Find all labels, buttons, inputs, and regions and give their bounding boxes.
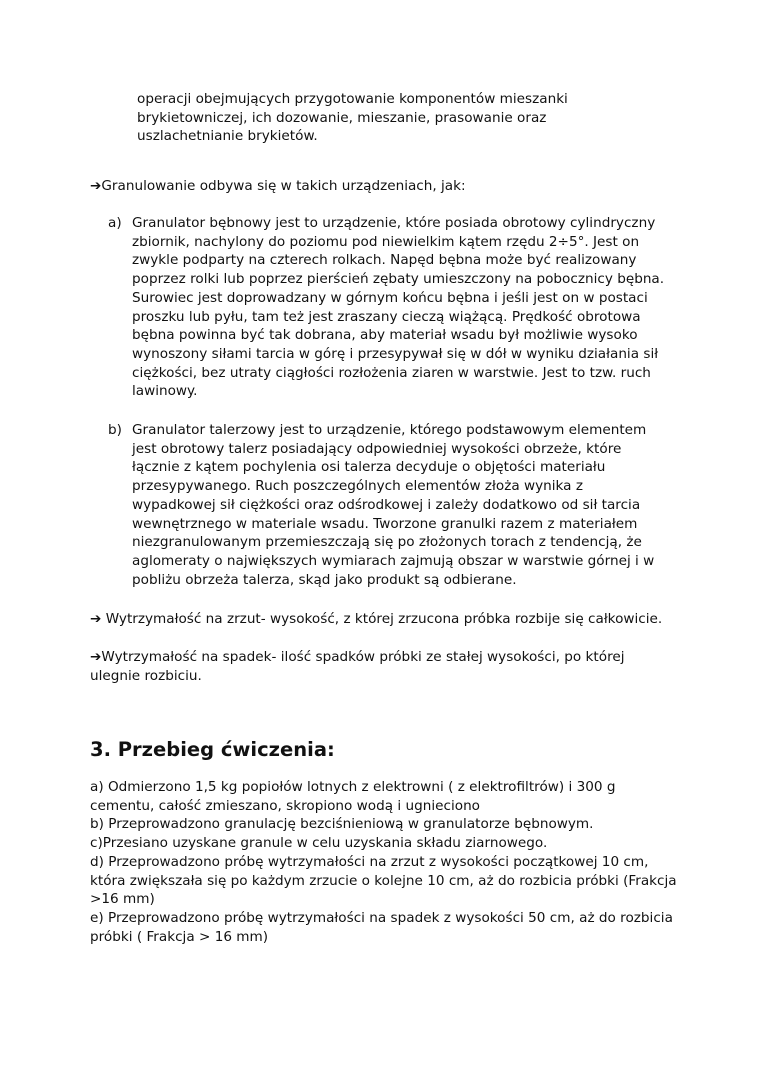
section-heading: 3. Przebieg ćwiczenia:: [90, 738, 335, 761]
procedure-step: a) Odmierzono 1,5 kg popiołów lotnych z elektrowni ( z elektrofiltrów) i 300 g cementu, całość zmieszano, skropiono wodą i ugnieciono: [90, 779, 616, 814]
list-marker: b): [108, 422, 122, 438]
procedure-steps: [90, 778, 680, 946]
list-item-text: Granulator talerzowy jest to urządzenie, którego podstawowym elementem jest obrotowy talerz posiadający odpowiedniej wysokości obrzeże, które łącznie z kątem pochylenia osi talerza decyduje o objętości materiału przesypywanego. Ruch poszczególnych elementów złoża wynika z wypadkowej sił ciężkości oraz odśrodkowej i zależy dodatkowo od sił tarcia wewnętrznego w materiale wsadu. Tworzone granulki razem z materiałem niezgranulowanym przemieszczają się po złożonych torach z tendencją, że aglomeraty o największych wymiarach zajmują obszar w warstwie górnej i w pobliżu obrzeża talerza, skąd jako produkt są odbierane.: [132, 422, 655, 588]
procedure-step: c)Przesiano uzyskane granule w celu uzyskania składu ziarnowego.: [90, 835, 548, 852]
procedure-step: e) Przeprowadzono próbę wytrzymałości na spadek z wysokości 50 cm, aż do rozbicia próbki ( Frakcja > 16 mm): [90, 909, 673, 945]
list-item-text: Granulator bębnowy jest to urządzenie, które posiada obrotowy cylindryczny zbiornik, nachylony do poziomu pod niewielkim kątem rzędu 2÷5°. Jest on zwykle podparty na czterech rolkach. Napęd bębna może być realizowany poprzez rolki lub poprzez pierścień zębaty umieszczony na pobocznicy bębna. Surowiec jest doprowadzany w górnym końcu bębna i jeśli jest on w postaci proszku lub pyłu, tam też jest zraszany cieczą wiążącą. Prędkość obrotowa bębna powinna być tak dobrana, aby materiał wsadu był możliwie wysoko wynoszony siłami tarcia w górę i przesypywał się w dół w wyniku działania sił ciężkości, bez utraty ciągłości rozłożenia ziaren w warstwie. Jest to tzw. ruch lawinowy.: [132, 215, 665, 400]
strength-fall-definition: ➔Wytrzymałość na spadek- ilość spadków próbki ze stałej wysokości, po której ulegnie rozbiciu.: [90, 649, 625, 684]
strength-drop-definition: ➔ Wytrzymałość na zrzut- wysokość, z której zrzucona próbka rozbije się całkowicie.: [90, 611, 663, 627]
procedure-step: d) Przeprowadzono próbę wytrzymałości na zrzut z wysokości początkowej 10 cm, która zwiększała się po każdym zrzucie o kolejne 10 cm, aż do rozbicia próbki (Frakcja >16 mm): [90, 853, 677, 908]
list-marker: a): [108, 215, 122, 231]
intro-paragraph: operacji obejmujących przygotowanie komponentów mieszanki brykietowniczej, ich dozowanie, mieszanie, prasowanie oraz uszlachetnianie brykietów.: [137, 91, 568, 145]
granulation-intro: ➔Granulowanie odbywa się w takich urządzeniach, jak:: [90, 178, 466, 194]
procedure-step: b) Przeprowadzono granulację bezciśnieniową w granulatorze bębnowym.: [90, 816, 594, 833]
list-item: [108, 421, 668, 589]
list-item: [108, 214, 668, 401]
